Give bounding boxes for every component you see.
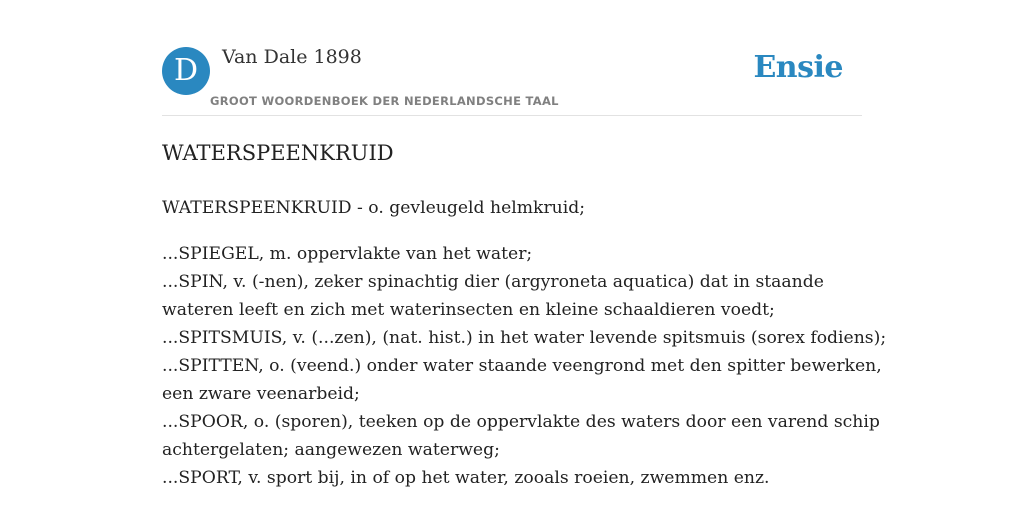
dictionary-logo[interactable]: D — [162, 47, 210, 95]
entry-lead: WATERSPEENKRUID - o. gevleugeld helmkruid; — [162, 198, 586, 218]
definition-line: ...SPITSMUIS, v. (...zen), (nat. hist.) in het water levende spitsmuis (sorex fodiens); — [162, 328, 887, 348]
entry-content — [162, 194, 887, 492]
book-title[interactable]: Van Dale 1898 — [222, 46, 362, 68]
definition-line: ...SPIN, v. (-nen), zeker spinachtig dier (argyroneta aquatica) dat in staande — [162, 272, 824, 292]
header — [162, 0, 862, 116]
definition-line: ...SPOOR, o. (sporen), teeken op de oppervlakte des waters door een varend schip — [162, 412, 880, 432]
definition-line: wateren leeft en zich met waterinsecten en kleine schaaldieren voedt; — [162, 300, 775, 320]
definition-line: achtergelaten; aangewezen waterweg; — [162, 440, 500, 460]
definition-line: ...SPORT, v. sport bij, in of op het water, zooals roeien, zwemmen enz. — [162, 468, 770, 488]
entry-title: WATERSPEENKRUID — [162, 141, 394, 165]
definition-line: een zware veenarbeid; — [162, 384, 360, 404]
definition-line: ...SPIEGEL, m. oppervlakte van het water; — [162, 244, 533, 264]
definition-line: ...SPITTEN, o. (veend.) onder water staande veengrond met den spitter bewerken, — [162, 356, 882, 376]
book-subtitle: GROOT WOORDENBOEK DER NEDERLANDSCHE TAAL — [210, 94, 559, 108]
ensie-logo[interactable]: Ensie — [753, 50, 843, 85]
entry-definitions — [162, 240, 887, 492]
